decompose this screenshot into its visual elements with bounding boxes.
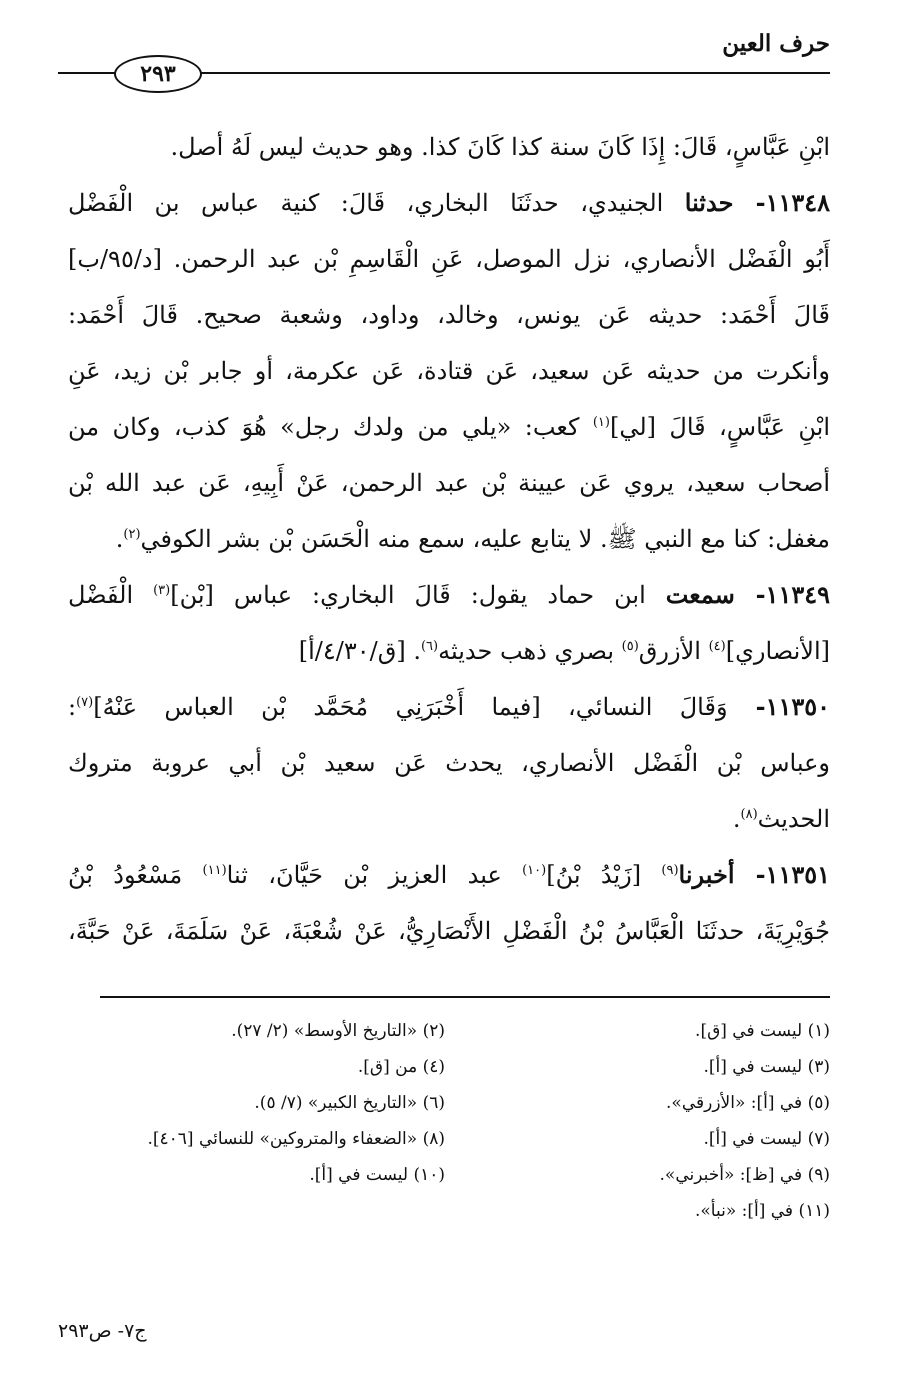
volume-page-reference: ج٧- ص٢٩٣ xyxy=(58,1320,147,1342)
text-line xyxy=(68,572,830,628)
footnotes xyxy=(100,1013,830,1229)
text-line xyxy=(68,516,830,572)
narration-keyword: أخبرنا xyxy=(678,860,735,889)
footnote: (٣) ليست في [أ]. xyxy=(703,1057,830,1077)
text-line xyxy=(68,180,830,236)
footnote: (١) ليست في [ق]. xyxy=(695,1021,830,1041)
text-segment: الأزرق xyxy=(638,637,709,665)
text-segment: ابْنِ عَبَّاسٍ، قَالَ: إِذَا كَانَ سنة كذا كَانَ كذا. وهو حديث ليس لَهُ أصل. xyxy=(170,133,830,161)
text-segment: عبد العزيز بْن حَيَّانَ، ثنا xyxy=(226,861,523,889)
footnote: (٢) «التاريخ الأوسط» (٢/ ٢٧). xyxy=(231,1021,445,1041)
footnote-marker: (٩) xyxy=(661,863,679,878)
footnote-marker: (٤) xyxy=(708,639,726,654)
text-segment: قَالَ أَحْمَد: حديثه عَن يونس، وخالد، وداود، وشعبة صحيح. قَالَ أَحْمَد: xyxy=(68,301,830,329)
narration-keyword: حدثنا xyxy=(684,188,734,217)
footnote: (٤) من [ق]. xyxy=(357,1057,445,1077)
footnote-marker: (٨) xyxy=(740,807,758,822)
text-segment: مغفل: كنا مع النبي ﷺ. لا يتابع عليه، سمع منه الْحَسَن بْن بشر الكوفي xyxy=(140,525,830,553)
text-segment: جُوَيْرِيَةَ، حدثَنَا الْعَبَّاسُ بْنُ الْفَضْلِ الأَنْصَارِيُّ، عَنْ شُعْبَةَ، عَنْ سَلَمَةَ، عَنْ حَبَّةَ، xyxy=(68,917,830,945)
text-line xyxy=(68,908,830,964)
text-segment: الْفَضْل xyxy=(68,581,154,609)
text-segment: ابْنِ عَبَّاسٍ، قَالَ [لي] xyxy=(609,413,830,441)
footnote: (١١) في [أ]: «نبأ». xyxy=(694,1201,830,1221)
page-header-title: حرف العين xyxy=(722,30,830,57)
entry-number: ١١٣٤٨- xyxy=(733,188,831,217)
text-segment: أصحاب سعيد، يروي عَن عيينة بْن عبد الرحمن، عَنْ أَبِيهِ، عَن عبد الله بْن xyxy=(68,469,830,497)
text-segment: . [ق/٤/٣٠/أ] xyxy=(298,637,421,665)
text-segment: ابن حماد يقول: قَالَ البخاري: عباس [بْن] xyxy=(170,581,666,609)
text-segment: بصري ذهب حديثه xyxy=(438,637,622,665)
footnote-marker: (١٠) xyxy=(522,863,547,878)
narration-keyword: سمعت xyxy=(665,580,735,609)
footnote-marker: (٣) xyxy=(153,583,171,598)
text-line xyxy=(68,628,830,684)
text-line xyxy=(68,852,830,908)
footnote-marker: (٥) xyxy=(621,639,639,654)
text-segment: أَبُو الْفَضْل الأنصاري، نزل الموصل، عَنِ الْقَاسِمِ بْن عبد الرحمن. [د/٩٥/ب] xyxy=(68,245,830,273)
footnote-marker: (٧) xyxy=(76,695,94,710)
text-segment: . xyxy=(732,805,741,833)
text-segment: الحديث xyxy=(757,805,830,833)
footnote-rule xyxy=(100,996,830,998)
footnote: (١٠) ليست في [أ]. xyxy=(309,1165,445,1185)
text-line xyxy=(68,740,830,796)
footnote-marker: (١) xyxy=(592,415,610,430)
text-segment: وعباس بْن الْفَضْل الأنصاري، يحدث عَن سعيد بْن أبي عروبة متروك xyxy=(68,749,830,777)
footnote-marker: (٦) xyxy=(420,639,439,654)
text-segment: [زَيْدُ بْنُ] xyxy=(546,861,662,889)
entry-number: ١١٣٥٠- xyxy=(727,692,831,721)
text-segment: [الأنصاري] xyxy=(725,637,830,665)
footnote: (٧) ليست في [أ]. xyxy=(703,1129,830,1149)
text-line xyxy=(68,124,830,180)
text-segment: كعب: «يلي من ولدك رجل» هُوَ كذب، وكان من xyxy=(68,413,593,441)
footnote xyxy=(100,1193,445,1229)
text-line xyxy=(68,460,830,516)
text-line xyxy=(68,796,830,852)
main-text xyxy=(68,124,830,964)
footnote: (٩) في [ظ]: «أخبرني». xyxy=(659,1165,830,1185)
footnote: (٨) «الضعفاء والمتروكين» للنسائي [٤٠٦]. xyxy=(147,1129,445,1149)
entry-number: ١١٣٤٩- xyxy=(734,580,830,609)
text-segment: الجنيدي، حدثَنَا البخاري، قَالَ: كنية عباس بن الْفَضْل xyxy=(68,189,685,217)
text-segment: وَقَالَ النسائي، [فيما أَخْبَرَنِي مُحَمَّد بْن العباس عَنْهُ] xyxy=(93,693,728,721)
text-segment: مَسْعُودُ بْنُ xyxy=(68,861,203,889)
footnote: (٥) في [أ]: «الأزرقي». xyxy=(666,1093,830,1113)
text-line xyxy=(68,684,830,740)
entry-number: ١١٣٥١- xyxy=(734,860,830,889)
text-line xyxy=(68,236,830,292)
text-line xyxy=(68,292,830,348)
footnote: (٦) «التاريخ الكبير» (٧/ ٥). xyxy=(254,1093,445,1113)
text-line xyxy=(68,348,830,404)
text-line xyxy=(68,404,830,460)
page-number-badge: ٢٩٣ xyxy=(114,55,202,93)
text-segment: . xyxy=(115,525,124,553)
footnote-marker: (١١) xyxy=(202,863,227,878)
text-segment: وأنكرت من حديثه عَن سعيد، عَن قتادة، عَن عكرمة، أو جابر بْن زيد، عَنِ xyxy=(68,357,830,385)
footnote-marker: (٢) xyxy=(123,527,141,542)
text-segment: : xyxy=(68,693,77,721)
